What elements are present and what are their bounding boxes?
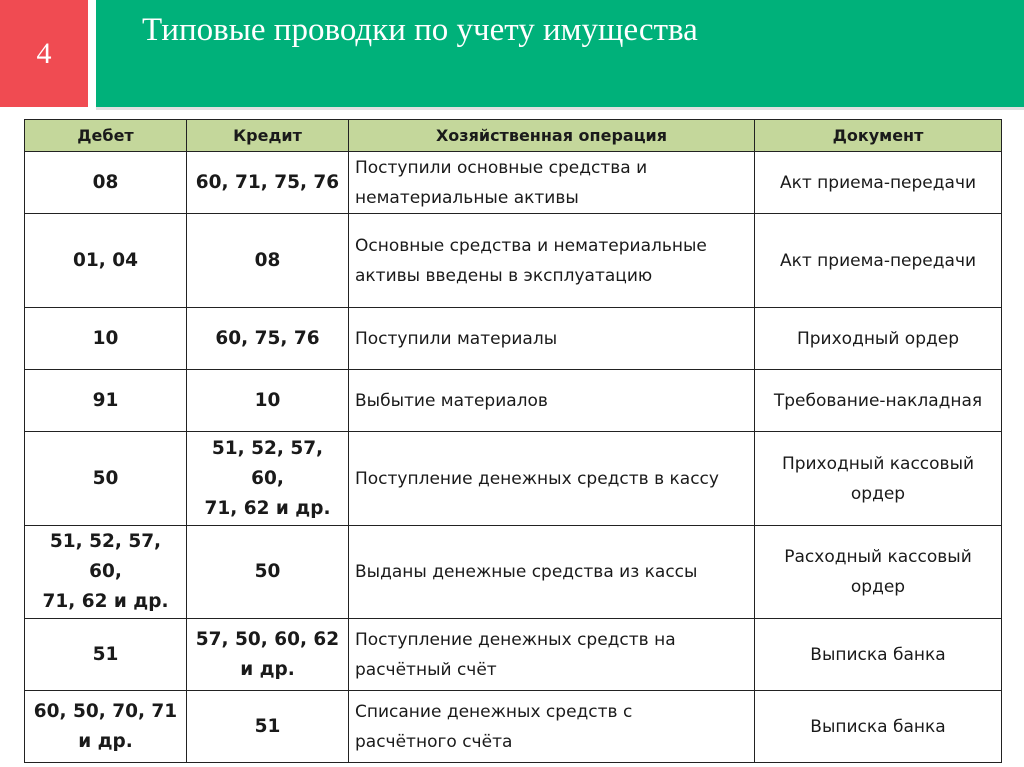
credit-cell bbox=[187, 370, 349, 432]
table-row bbox=[25, 432, 1002, 526]
operation-cell bbox=[349, 152, 755, 214]
document-cell bbox=[755, 308, 1002, 370]
operation-cell bbox=[349, 526, 755, 619]
document-cell bbox=[755, 214, 1002, 308]
cell-line: 60, 71, 75, 76 bbox=[195, 171, 340, 193]
table-row bbox=[25, 308, 1002, 370]
table-row bbox=[25, 526, 1002, 619]
slide-number: 4 bbox=[0, 0, 88, 107]
document-cell bbox=[755, 370, 1002, 432]
debit-cell bbox=[25, 526, 187, 619]
page-title: Типовые проводки по учету имущества bbox=[142, 12, 698, 48]
credit-cell bbox=[187, 308, 349, 370]
operation-cell bbox=[349, 214, 755, 308]
cell-line: Поступление денежных средств на bbox=[355, 629, 676, 650]
document-cell bbox=[755, 432, 1002, 526]
cell-line: 08 bbox=[92, 171, 119, 193]
debit-cell bbox=[25, 214, 187, 308]
table-row bbox=[25, 370, 1002, 432]
debit-cell bbox=[25, 152, 187, 214]
cell-line: нематериальные активы bbox=[355, 187, 579, 208]
column-header-operation: Хозяйственная операция bbox=[349, 120, 755, 152]
credit-cell bbox=[187, 214, 349, 308]
debit-cell bbox=[25, 308, 187, 370]
cell-line: расчётного счёта bbox=[355, 731, 513, 752]
entries-table bbox=[24, 119, 1002, 763]
cell-line: Расходный кассовый bbox=[784, 547, 972, 567]
cell-line: 51 bbox=[92, 643, 119, 665]
cell-line: 51 bbox=[254, 715, 281, 737]
table-row bbox=[25, 619, 1002, 691]
credit-cell bbox=[187, 619, 349, 691]
cell-line: 10 bbox=[254, 389, 281, 411]
cell-line: Приходный кассовый bbox=[781, 453, 975, 474]
table-row bbox=[25, 691, 1002, 763]
cell-line: 71, 62 и др. bbox=[204, 497, 331, 519]
cell-line: Поступили основные средства и bbox=[355, 157, 648, 178]
cell-line: 91 bbox=[92, 389, 119, 411]
cell-line: Требование-накладная bbox=[773, 390, 983, 411]
cell-line: Выданы денежные средства из кассы bbox=[355, 562, 698, 582]
cell-line: Выписка банка bbox=[810, 716, 946, 737]
divider bbox=[88, 0, 96, 107]
cell-line: расчётный счёт bbox=[355, 659, 497, 680]
operation-cell bbox=[349, 308, 755, 370]
debit-cell bbox=[25, 432, 187, 526]
cell-line: 10 bbox=[92, 327, 119, 349]
document-cell bbox=[755, 526, 1002, 619]
divider bbox=[96, 107, 1024, 110]
cell-line: 57, 50, 60, 62 bbox=[195, 628, 340, 650]
cell-line: Поступили материалы bbox=[355, 328, 558, 349]
cell-line: 60, 75, 76 bbox=[215, 327, 320, 349]
cell-line: 60, 50, 70, 71 bbox=[33, 700, 178, 722]
cell-line: 01, 04 bbox=[73, 249, 138, 271]
column-header-debit: Дебет bbox=[25, 120, 187, 152]
cell-line: Списание денежных средств с bbox=[355, 701, 633, 722]
document-cell bbox=[755, 152, 1002, 214]
credit-cell bbox=[187, 526, 349, 619]
cell-line: 51, 52, 57, 60, bbox=[49, 531, 162, 582]
document-cell bbox=[755, 619, 1002, 691]
table-row bbox=[25, 214, 1002, 308]
cell-line: 71, 62 и др. bbox=[42, 591, 169, 612]
cell-line: активы введены в эксплуатацию bbox=[355, 265, 653, 286]
cell-line: Выписка банка bbox=[810, 644, 946, 665]
table-row bbox=[25, 152, 1002, 214]
credit-cell bbox=[187, 152, 349, 214]
cell-line: Основные средства и нематериальные bbox=[355, 235, 707, 256]
cell-line: 50 bbox=[254, 561, 281, 582]
operation-cell bbox=[349, 432, 755, 526]
cell-line: 08 bbox=[254, 249, 281, 271]
operation-cell bbox=[349, 619, 755, 691]
operation-cell bbox=[349, 691, 755, 763]
cell-line: Поступление денежных средств в кассу bbox=[355, 468, 719, 489]
cell-line: и др. bbox=[240, 658, 295, 680]
operation-cell bbox=[349, 370, 755, 432]
cell-line: Акт приема-передачи bbox=[779, 172, 977, 193]
credit-cell bbox=[187, 432, 349, 526]
debit-cell bbox=[25, 691, 187, 763]
cell-line: ордер bbox=[850, 577, 906, 597]
column-header-document: Документ bbox=[755, 120, 1002, 152]
cell-line: ордер bbox=[850, 483, 906, 504]
debit-cell bbox=[25, 370, 187, 432]
cell-line: и др. bbox=[78, 730, 133, 752]
credit-cell bbox=[187, 691, 349, 763]
table-header-row bbox=[25, 120, 1002, 152]
cell-line: 51, 52, 57, 60, bbox=[211, 437, 324, 489]
cell-line: 50 bbox=[92, 467, 119, 489]
document-cell bbox=[755, 691, 1002, 763]
debit-cell bbox=[25, 619, 187, 691]
cell-line: Приходный ордер bbox=[796, 328, 960, 349]
cell-line: Акт приема-передачи bbox=[779, 250, 977, 271]
cell-line: Выбытие материалов bbox=[355, 390, 548, 411]
column-header-credit: Кредит bbox=[187, 120, 349, 152]
